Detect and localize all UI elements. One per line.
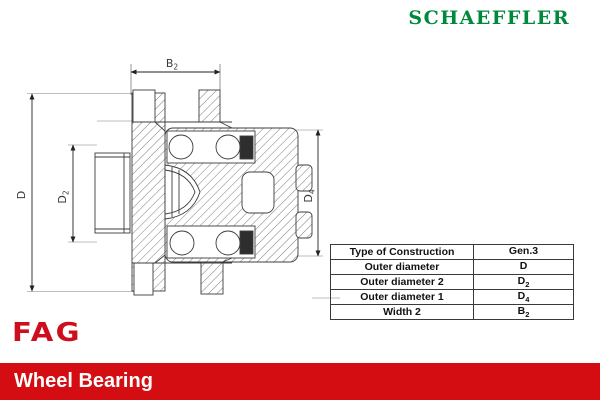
wheel-stud-bottom-left bbox=[134, 263, 153, 295]
fag-logo: FAG bbox=[12, 318, 82, 348]
wheel-stud-top-left bbox=[133, 90, 155, 122]
spec-value bbox=[474, 275, 574, 290]
outer-ring-lobe-top bbox=[296, 165, 312, 191]
table-row bbox=[331, 305, 574, 320]
spec-property: Width 2 bbox=[331, 305, 474, 320]
spec-value-text: B bbox=[517, 305, 526, 318]
spec-value-sub: 2 bbox=[525, 310, 530, 320]
dim-label-d2: $D_2$ bbox=[56, 190, 71, 204]
spec-value bbox=[474, 290, 574, 305]
pilot-cylinder bbox=[95, 153, 130, 233]
spec-value-text: D bbox=[517, 290, 526, 303]
outer-ring-lobe-bottom bbox=[296, 212, 312, 238]
spec-property: Type of Construction bbox=[331, 245, 474, 260]
wheel-stud-bottom-right bbox=[201, 262, 223, 294]
seal-bottom bbox=[240, 231, 253, 254]
title-bar bbox=[0, 363, 600, 400]
table-row bbox=[331, 290, 574, 305]
spec-property: Outer diameter 2 bbox=[331, 275, 474, 290]
wheel-stud-top-right bbox=[199, 90, 220, 122]
spec-value-text: D bbox=[519, 260, 528, 273]
schaeffler-logo: SCHAEFFLER bbox=[408, 7, 570, 29]
dim-label-d4: $D_4$ bbox=[302, 189, 317, 203]
spec-value-sub: 2 bbox=[525, 280, 530, 290]
bearing-ball bbox=[169, 135, 193, 159]
dim-label-d: D bbox=[15, 190, 28, 200]
hub-bearing-cross-section-drawing bbox=[2, 50, 347, 315]
bearing-ball bbox=[170, 231, 194, 255]
spec-value-sub: 4 bbox=[525, 295, 530, 305]
bearing-ball bbox=[216, 135, 240, 159]
table-row bbox=[331, 245, 574, 260]
flange-plate bbox=[132, 93, 165, 291]
spec-value bbox=[474, 245, 574, 260]
spec-value-text: D bbox=[517, 275, 526, 288]
table-row bbox=[331, 275, 574, 290]
page-title: Wheel Bearing bbox=[14, 370, 153, 392]
table-row bbox=[331, 260, 574, 275]
dim-label-b2: $B_2$ bbox=[165, 57, 179, 72]
spec-value bbox=[474, 305, 574, 320]
outer-ring-pocket bbox=[242, 172, 274, 213]
bearing-ball bbox=[216, 231, 240, 255]
spec-value-text: Gen.3 bbox=[508, 245, 539, 257]
seal-top bbox=[240, 136, 253, 159]
spec-value bbox=[474, 260, 574, 275]
spec-table bbox=[330, 244, 574, 320]
spec-property: Outer diameter 1 bbox=[331, 290, 474, 305]
spec-property: Outer diameter bbox=[331, 260, 474, 275]
